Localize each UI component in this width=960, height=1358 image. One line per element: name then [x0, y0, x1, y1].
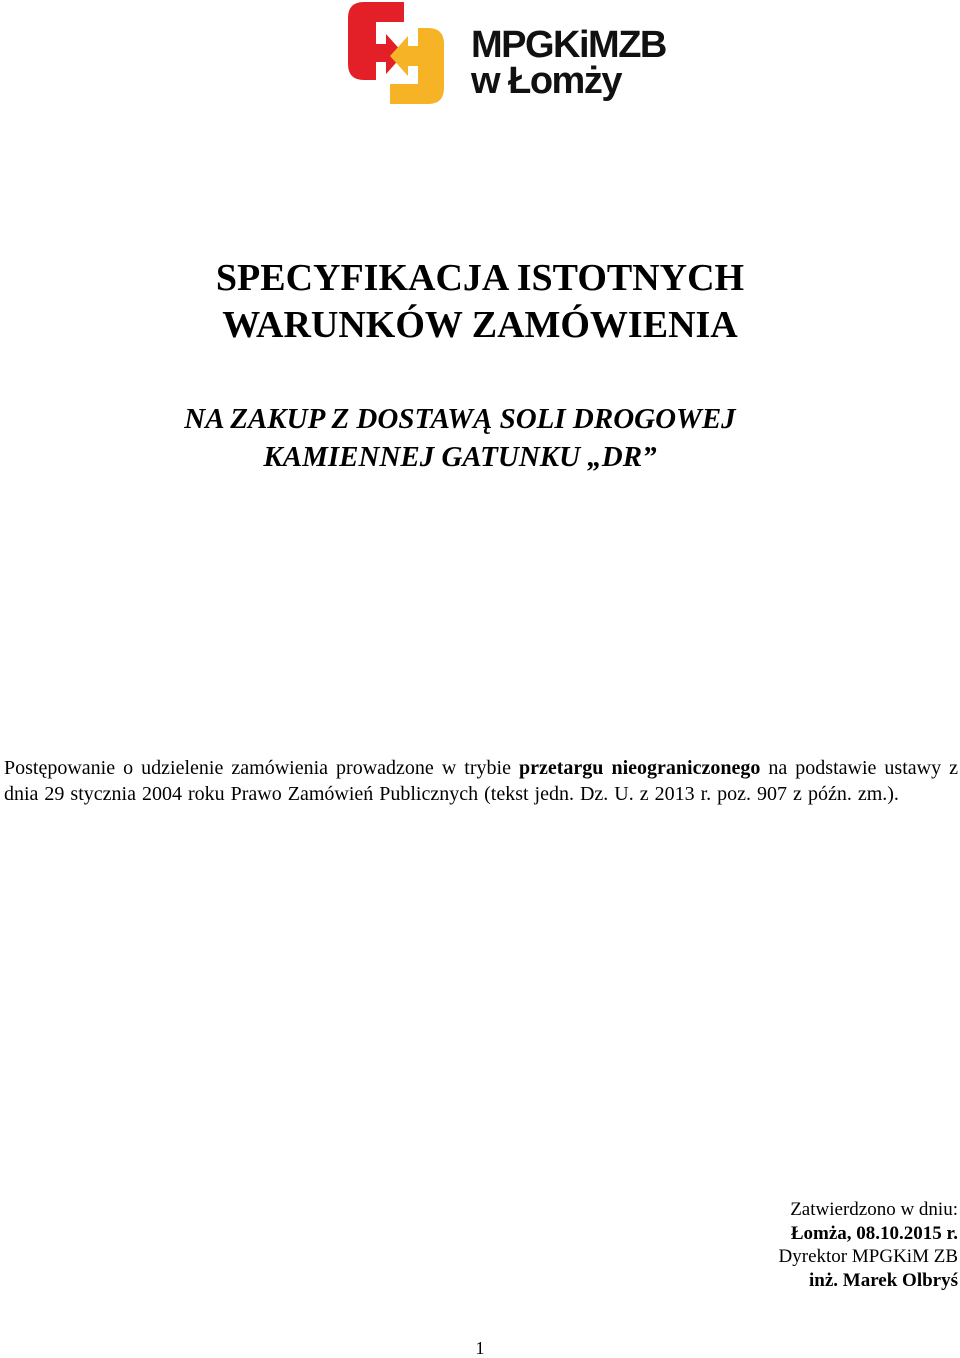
subtitle-line-2: KAMIENNEJ GATUNKU „DR”: [263, 441, 657, 473]
title-line-2: WARUNKÓW ZAMÓWIENIA: [222, 304, 738, 346]
intro-text-2: na podstawie ustawy z dnia 29 stycznia 2004 roku Prawo Zamówień Publicznych (tekst jedn. Dz. U. z 2013 r. poz. 907 z późn. zm.).: [4, 757, 958, 805]
logo-line-2: w Łomży: [471, 60, 621, 102]
intro-text-1: Postępowanie o udzielenie zamówienia prowadzone w trybie: [4, 757, 519, 779]
logo-red-arrow: [348, 2, 404, 80]
company-logo: [346, 0, 666, 108]
document-subtitle: [0, 400, 920, 476]
page-number: 1: [475, 1338, 485, 1358]
subtitle-line-1: NA ZAKUP Z DOSTAWĄ SOLI DROGOWEJ: [184, 403, 736, 435]
logo-yellow-arrow: [390, 28, 444, 104]
approval-block: [779, 1198, 958, 1292]
approval-label: Zatwierdzono w dniu:: [790, 1199, 958, 1220]
logo-arrows-icon: [346, 0, 456, 108]
intro-bold-text: przetargu nieograniczonego: [519, 757, 761, 779]
logo-text: [471, 24, 666, 102]
document-title: [0, 255, 960, 349]
logo-line-1: MPGKiMZB: [471, 24, 666, 66]
approval-signatory: inż. Marek Olbryś: [808, 1269, 958, 1291]
approval-position: Dyrektor MPGKiM ZB: [778, 1246, 958, 1267]
title-line-1: SPECYFIKACJA ISTOTNYCH: [215, 257, 745, 299]
procedure-description: [4, 755, 958, 807]
approval-place-date: Łomża, 08.10.2015 r.: [790, 1222, 958, 1244]
